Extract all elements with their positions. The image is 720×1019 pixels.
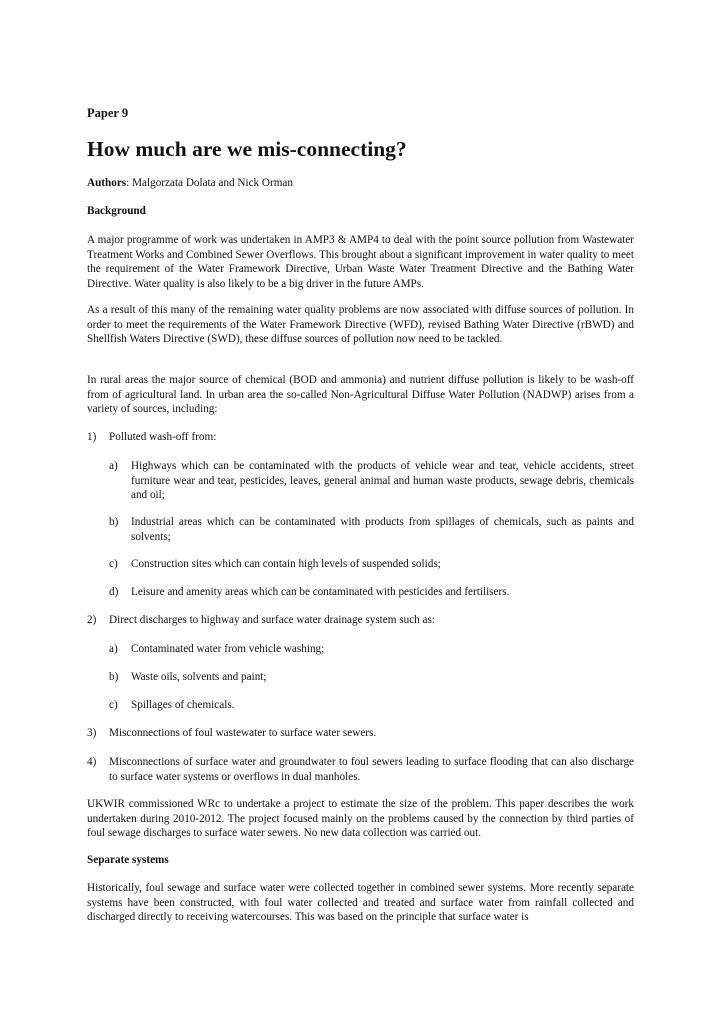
list-subitem-letter: c) — [109, 558, 118, 570]
list-subitem-letter: d) — [109, 586, 119, 598]
list-subitem-letter: b) — [109, 516, 119, 528]
list-item-text: Polluted wash-off from: — [109, 431, 217, 443]
list-subitem-text: Industrial areas which can be contaminated with products from spillages of chemicals, such as paints and solvents; — [131, 516, 634, 543]
list-subitem-text: Waste oils, solvents and paint; — [131, 671, 267, 683]
paper-label: Paper 9 — [87, 106, 129, 120]
list-subitem-text: Highways which can be contaminated with the products of vehicle wear and tear, vehicle accidents, street furniture wear and tear, pesticides, leaves, general animal and human waste products, sewage debris, chemicals and oil; — [131, 460, 634, 502]
list-item-number: 4) — [87, 756, 97, 768]
list-subitem-letter: c) — [109, 699, 118, 711]
page-title: How much are we mis-connecting? — [87, 137, 407, 161]
list-subitem-letter: a) — [109, 460, 118, 472]
authors-names: : Malgorzata Dolata and Nick Orman — [126, 177, 293, 189]
list-item-number: 1) — [87, 431, 97, 443]
list-item-number: 3) — [87, 727, 97, 739]
authors-line — [87, 176, 634, 191]
list-item-number: 2) — [87, 614, 97, 626]
background-paragraph-1: A major programme of work was undertaken in AMP3 & AMP4 to deal with the point source pollution from Wastewater Treatment Works and Combined Sewer Overflows. This brought about a significant improvement in water quality to meet the requirement of the Water Framework Directive, Urban Waste Water Treatment Directive and the Bathing Water Directive. Water quality is also likely to be a big driver in the future AMPs. — [87, 234, 634, 291]
list-subitem-text: Construction sites which can contain high levels of suspended solids; — [131, 558, 441, 570]
list-subitem-letter: a) — [109, 643, 118, 655]
list-subitem-letter: b) — [109, 671, 119, 683]
ukwir-paragraph: UKWIR commissioned WRc to undertake a project to estimate the size of the problem. This paper describes the work undertaken during 2010-2012. The project focused mainly on the problems caused by the connection by third parties of foul sewage discharges to surface water sewers. No new data collection was carried out. — [87, 798, 634, 840]
background-heading: Background — [87, 205, 146, 217]
list-subitem-text: Contaminated water from vehicle washing; — [131, 643, 325, 655]
authors-label: Authors — [87, 177, 127, 189]
list-item-text: Direct discharges to highway and surface water drainage system such as: — [109, 614, 435, 626]
list-item-text: Misconnections of foul wastewater to surface water sewers. — [109, 727, 377, 739]
list-subitem-text: Leisure and amenity areas which can be contaminated with pesticides and fertilisers. — [131, 586, 510, 598]
background-paragraph-3: In rural areas the major source of chemical (BOD and ammonia) and nutrient diffuse pollution is likely to be wash-off from of agricultural land. In urban area the so-called Non-Agricultural Diffuse Water Pollution (NADWP) arises from a variety of sources, including: — [87, 374, 634, 416]
list-item-text: Misconnections of surface water and groundwater to foul sewers leading to surface flooding that can also discharge to surface water systems or overflows in dual manholes. — [109, 756, 634, 783]
list-subitem-text: Spillages of chemicals. — [131, 699, 235, 711]
separate-systems-heading: Separate systems — [87, 854, 169, 866]
separate-systems-paragraph: Historically, foul sewage and surface water were collected together in combined sewer systems. More recently separate systems have been constructed, with foul water collected and treated and surface water from rainfall collected and discharged directly to receiving watercourses. This was based on the principle that surface water is — [87, 882, 634, 924]
background-paragraph-2: As a result of this many of the remaining water quality problems are now associated with diffuse sources of pollution. In order to meet the requirements of the Water Framework Directive (WFD), revised Bathing Water Directive (rBWD) and Shellfish Waters Directive (SWD), these diffuse sources of pollution now need to be tackled. — [87, 304, 634, 346]
